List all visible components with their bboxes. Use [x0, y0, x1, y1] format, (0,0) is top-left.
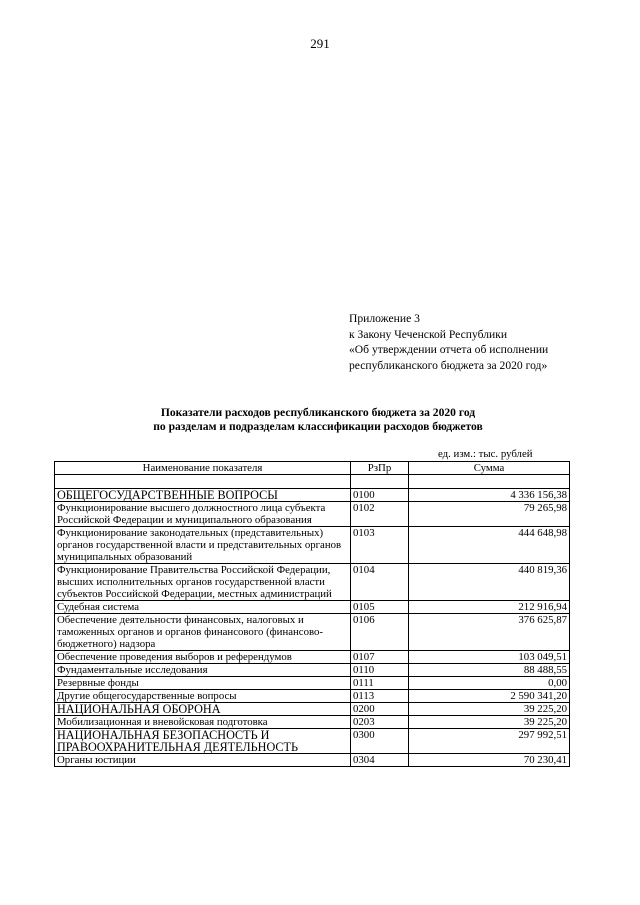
spacer-cell: [409, 475, 570, 489]
table-row: [55, 690, 570, 703]
row-code-cell: 0102: [351, 502, 409, 527]
row-sum-cell: 39 225,20: [409, 703, 570, 716]
row-code-cell: 0107: [351, 651, 409, 664]
row-name-cell: НАЦИОНАЛЬНАЯ БЕЗОПАСНОСТЬ И ПРАВООХРАНИТЕЛЬНАЯ ДЕЯТЕЛЬНОСТЬ: [55, 729, 351, 754]
table-row: [55, 502, 570, 527]
row-name-cell: Функционирование высшего должностного лица субъекта Российской Федерации и муниципального образования: [55, 502, 351, 527]
row-name-cell: Другие общегосударственные вопросы: [55, 690, 351, 703]
document-title: [0, 406, 640, 434]
table-row: [55, 601, 570, 614]
table-header-row: [55, 462, 570, 475]
row-code-cell: 0113: [351, 690, 409, 703]
table-row: [55, 651, 570, 664]
row-code-cell: 0111: [351, 677, 409, 690]
table-row: [55, 677, 570, 690]
row-code-cell: 0200: [351, 703, 409, 716]
row-sum-cell: 0,00: [409, 677, 570, 690]
row-name-cell: Обеспечение деятельности финансовых, налоговых и таможенных органов и органов финансового (финансово-бюджетного) надзора: [55, 614, 351, 651]
row-sum-cell: 440 819,36: [409, 564, 570, 601]
appendix-line: Приложение 3: [349, 312, 420, 325]
row-sum-cell: 88 488,55: [409, 664, 570, 677]
table-row: [55, 716, 570, 729]
spacer-cell: [55, 475, 351, 489]
spacer-row: [55, 475, 570, 489]
units-label: ед. изм.: тыс. рублей: [438, 448, 533, 460]
row-sum-cell: 297 992,51: [409, 729, 570, 754]
row-code-cell: 0100: [351, 489, 409, 502]
row-sum-cell: 2 590 341,20: [409, 690, 570, 703]
table-row: [55, 729, 570, 754]
row-sum-cell: 79 265,98: [409, 502, 570, 527]
page-number: 291: [310, 36, 330, 51]
row-name-cell: Функционирование законодательных (представительных) органов государственной власти и представительных органов муниципальных образований: [55, 527, 351, 564]
table-row: [55, 564, 570, 601]
row-code-cell: 0110: [351, 664, 409, 677]
row-sum-cell: 212 916,94: [409, 601, 570, 614]
row-code-cell: 0103: [351, 527, 409, 564]
table-row: [55, 614, 570, 651]
row-code-cell: 0105: [351, 601, 409, 614]
row-sum-cell: 4 336 156,38: [409, 489, 570, 502]
spacer-cell: [351, 475, 409, 489]
title-line: по разделам и подразделам классификации расходов бюджетов: [153, 420, 483, 433]
row-name-cell: ОБЩЕГОСУДАРСТВЕННЫЕ ВОПРОСЫ: [55, 489, 351, 502]
row-code-cell: 0300: [351, 729, 409, 754]
row-code-cell: 0203: [351, 716, 409, 729]
row-code-cell: 0106: [351, 614, 409, 651]
header-code: РзПр: [351, 462, 409, 475]
row-sum-cell: 376 625,87: [409, 614, 570, 651]
row-sum-cell: 39 225,20: [409, 716, 570, 729]
header-name: Наименование показателя: [55, 462, 351, 475]
row-name-cell: Резервные фонды: [55, 677, 351, 690]
table-row: [55, 664, 570, 677]
table-row: [55, 489, 570, 502]
table-row: [55, 754, 570, 767]
row-name-cell: Судебная система: [55, 601, 351, 614]
row-name-cell: Функционирование Правительства Российской Федерации, высших исполнительных органов государственной власти субъектов Российской Федерации, местных администраций: [55, 564, 351, 601]
row-name-cell: Фундаментальные исследования: [55, 664, 351, 677]
row-code-cell: 0104: [351, 564, 409, 601]
title-line: Показатели расходов республиканского бюджета за 2020 год: [160, 406, 476, 419]
appendix-line: к Закону Чеченской Республики: [349, 327, 508, 341]
row-sum-cell: 444 648,98: [409, 527, 570, 564]
appendix-note: [349, 311, 548, 373]
table-row: [55, 703, 570, 716]
budget-table: [54, 461, 570, 767]
row-sum-cell: 103 049,51: [409, 651, 570, 664]
header-sum: Сумма: [409, 462, 570, 475]
appendix-line: «Об утверждении отчета об исполнении: [349, 343, 549, 356]
appendix-line: республиканского бюджета за 2020 год»: [349, 358, 548, 372]
row-name-cell: Мобилизационная и вневойсковая подготовка: [55, 716, 351, 729]
table-row: [55, 527, 570, 564]
row-sum-cell: 70 230,41: [409, 754, 570, 767]
row-name-cell: Обеспечение проведения выборов и референдумов: [55, 651, 351, 664]
row-name-cell: НАЦИОНАЛЬНАЯ ОБОРОНА: [55, 703, 351, 716]
row-code-cell: 0304: [351, 754, 409, 767]
row-name-cell: Органы юстиции: [55, 754, 351, 767]
